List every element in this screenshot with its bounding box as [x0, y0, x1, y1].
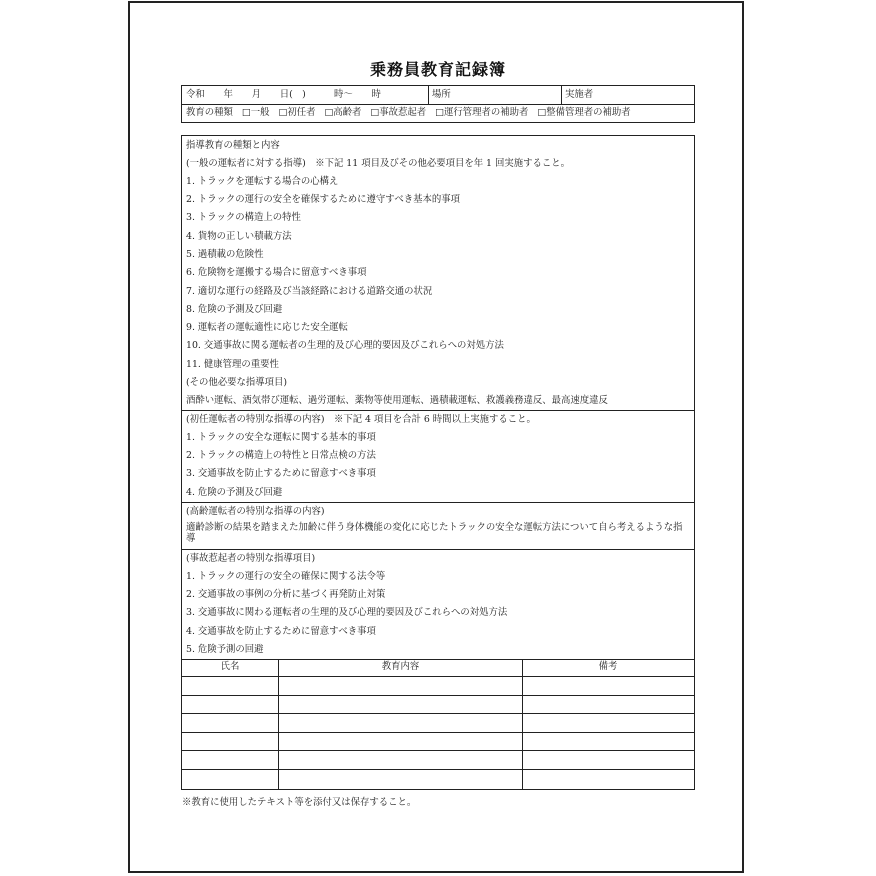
kind-checkbox-maintenance-assistant[interactable]: □整備管理者の補助者 [537, 107, 631, 118]
content-box [181, 135, 695, 790]
kind-checkbox-operation-assistant[interactable]: □運行管理者の補助者 [435, 107, 529, 118]
column-header-name: 氏名 [220, 661, 240, 672]
table-row[interactable] [182, 713, 694, 714]
accident-item: 3. 交通事故に関わる運転者の生理的及び心理的要因及びこれらへの対処方法 [186, 607, 508, 618]
general-item: 9. 運転者の運転適性に応じた安全運転 [186, 322, 348, 333]
table-column-divider [522, 659, 523, 790]
header-row-kind [182, 104, 694, 122]
accident-heading: (事故惹起者の特別な指導項目) [186, 553, 316, 564]
general-item: 2. トラックの運行の安全を確保するために遵守すべき基本的事項 [186, 194, 461, 205]
accident-item: 1. トラックの運行の安全の確保に関する法令等 [186, 571, 386, 582]
other-text: 酒酔い運転、酒気帯び運転、過労運転、薬物等使用運転、過積載運転、救護義務違反、最高速度違反 [186, 395, 608, 406]
header-table [181, 85, 695, 123]
beginner-item: 3. 交通事故を防止するために留意すべき事項 [186, 468, 376, 479]
general-item: 3. トラックの構造上の特性 [186, 212, 301, 223]
general-subheading: (一般の運転者に対する指導) ※下記 11 項目及びその他必要項目を年 1 回実施すること。 [186, 158, 571, 169]
general-item: 8. 危険の予測及び回避 [186, 304, 283, 315]
table-row[interactable] [182, 750, 694, 751]
general-item: 7. 適切な運行の経路及び当該経路における道路交通の状況 [186, 286, 433, 297]
page-title: 乗務員教育記録簿 [369, 60, 506, 79]
section-divider [182, 410, 694, 411]
table-row[interactable] [182, 769, 694, 770]
date-field[interactable]: 令和 年 月 日( ) 時〜 時 [186, 89, 381, 100]
section-heading: 指導教育の種類と内容 [186, 140, 280, 151]
place-field[interactable]: 場所 [432, 89, 451, 100]
record-table [182, 659, 694, 790]
accident-item: 4. 交通事故を防止するために留意すべき事項 [186, 626, 376, 637]
kind-options [186, 104, 631, 122]
accident-item: 2. 交通事故の事例の分析に基づく再発防止対策 [186, 589, 386, 600]
beginner-item: 4. 危険の予測及び回避 [186, 487, 283, 498]
kind-checkbox-beginner[interactable]: □初任者 [278, 107, 316, 118]
general-item: 6. 危険物を運搬する場合に留意すべき事項 [186, 267, 367, 278]
beginner-item: 1. トラックの安全な運転に関する基本的事項 [186, 432, 376, 443]
section-divider [182, 549, 694, 550]
kind-checkbox-general[interactable]: □一般 [241, 107, 270, 118]
beginner-heading: (初任運転者の特別な指導の内容) ※下記 4 項目を合計 6 時間以上実施すること。 [186, 414, 536, 425]
general-item: 4. 貨物の正しい積載方法 [186, 231, 292, 242]
table-column-divider [278, 659, 279, 790]
column-header-content: 教育内容 [381, 661, 420, 672]
general-item: 10. 交通事故に関る運転者の生理的及び心理的要因及びこれらへの対処方法 [186, 340, 504, 351]
header-row-date [182, 86, 694, 105]
table-row[interactable] [182, 732, 694, 733]
kind-label: 教育の種類 [186, 107, 233, 118]
elderly-heading: (高齢運転者の特別な指導の内容) [186, 506, 325, 517]
instructor-field[interactable]: 実施者 [565, 89, 594, 100]
kind-checkbox-elderly[interactable]: □高齢者 [324, 107, 362, 118]
section-divider [182, 502, 694, 503]
other-heading: (その他必要な指導項目) [186, 377, 288, 388]
general-item: 1. トラックを運転する場合の心構え [186, 176, 339, 187]
general-item: 5. 過積載の危険性 [186, 249, 264, 260]
footnote: ※教育に使用したテキスト等を添付又は保存すること。 [182, 797, 417, 808]
beginner-item: 2. トラックの構造上の特性と日常点検の方法 [186, 450, 376, 461]
general-item: 11. 健康管理の重要性 [186, 359, 279, 370]
table-row[interactable] [182, 695, 694, 696]
column-header-remarks: 備考 [598, 661, 618, 672]
elderly-text: 適齢診断の結果を踏まえた加齢に伴う身体機能の変化に応じたトラックの安全な運転方法について自ら考えるような指導 [186, 522, 683, 544]
accident-item: 5. 危険予測の回避 [186, 644, 264, 655]
table-row[interactable] [182, 676, 694, 677]
kind-checkbox-accident[interactable]: □事故惹起者 [370, 107, 427, 118]
